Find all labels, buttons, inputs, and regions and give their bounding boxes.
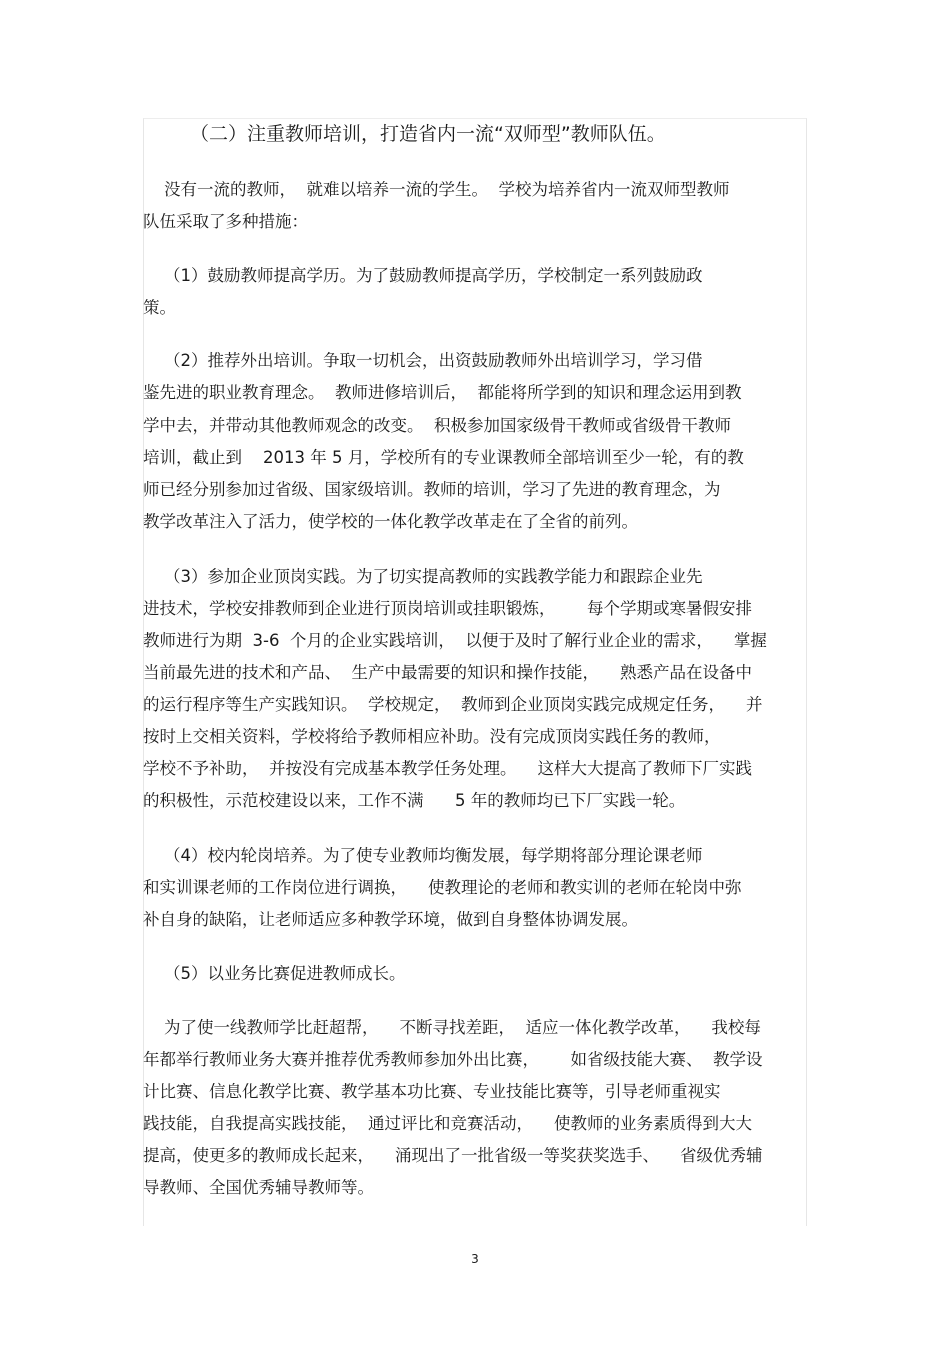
paragraph-item-3-line: 进技术，学校安排教师到企业进行顶岗培训或挂职锻炼， 每个学期或寒暑假安排 (143, 599, 752, 618)
paragraph-item-3-line: 按时上交相关资料，学校将给予教师相应补助。没有完成顶岗实践任务的教师， (143, 727, 721, 746)
paragraph-intro-line: 队伍采取了多种措施： (143, 212, 308, 231)
paragraph-item-3-line: （3）参加企业顶岗实践。为了切实提高教师的实践教学能力和跟踪企业先 (143, 567, 703, 586)
section-heading: （二）注重教师培训，打造省内一流“双师型”教师队伍。 (190, 123, 666, 145)
paragraph-item-3-line: 的运行程序等生产实践知识。 学校规定， 教师到企业顶岗实践完成规定任务， 并 (143, 695, 763, 714)
paragraph-intro-line: 没有一流的教师， 就难以培养一流的学生。 学校为培养省内一流双师型教师 (143, 180, 730, 199)
paragraph-item-4-line: 和实训课老师的工作岗位进行调换， 使教理论的老师和教实训的老师在轮岗中弥 (143, 878, 742, 897)
paragraph-closing-line: 为了使一线教师学比赶超帮， 不断寻找差距， 适应一体化教学改革， 我校每 (143, 1018, 761, 1037)
paragraph-item-3-line: 学校不予补助， 并按没有完成基本教学任务处理。 这样大大提高了教师下厂实践 (143, 759, 752, 778)
paragraph-closing-line: 践技能，自我提高实践技能， 通过评比和竞赛活动， 使教师的业务素质得到大大 (143, 1114, 752, 1133)
paragraph-closing-line: 导教师、全国优秀辅导教师等。 (143, 1178, 374, 1197)
paragraph-closing-line: 计比赛、信息化教学比赛、教学基本功比赛、专业技能比赛等，引导老师重视实 (143, 1082, 721, 1101)
paragraph-closing-line: 年都举行教师业务大赛并推荐优秀教师参加外出比赛， 如省级技能大赛、 教学设 (143, 1050, 763, 1069)
paragraph-item-1-line: （1）鼓励教师提高学历。为了鼓励教师提高学历，学校制定一系列鼓励政 (143, 266, 703, 285)
paragraph-closing-line: 提高，使更多的教师成长起来， 涌现出了一批省级一等奖获奖选手、 省级优秀辅 (143, 1146, 763, 1165)
page-number: 3 (471, 1252, 479, 1266)
paragraph-item-4-line: 补自身的缺陷，让老师适应多种教学环境，做到自身整体协调发展。 (143, 910, 638, 929)
paragraph-item-2-line: 学中去，并带动其他教师观念的改变。 积极参加国家级骨干教师或省级骨干教师 (143, 416, 731, 435)
paragraph-item-2-line: 师已经分别参加过省级、国家级培训。教师的培训，学习了先进的教育理念，为 (143, 480, 721, 499)
paragraph-item-2-line: （2）推荐外出培训。争取一切机会，出资鼓励教师外出培训学习，学习借 (143, 351, 703, 370)
paragraph-item-2-line: 培训，截止到 2013 年 5 月，学校所有的专业课教师全部培训至少一轮，有的教 (143, 448, 744, 467)
paragraph-item-4-line: （4）校内轮岗培养。为了使专业教师均衡发展，每学期将部分理论课老师 (143, 846, 703, 865)
paragraph-item-2-line: 鉴先进的职业教育理念。 教师进修培训后， 都能将所学到的知识和理念运用到教 (143, 383, 742, 402)
paragraph-item-3-line: 教师进行为期 3-6 个月的企业实践培训， 以便于及时了解行业企业的需求， 掌握 (143, 631, 767, 650)
paragraph-item-1-line: 策。 (143, 298, 176, 317)
paragraph-item-3-line: 当前最先进的技术和产品、 生产中最需要的知识和操作技能， 熟悉产品在设备中 (143, 663, 752, 682)
paragraph-item-2-line: 教学改革注入了活力，使学校的一体化教学改革走在了全省的前列。 (143, 512, 638, 531)
paragraph-item-5-line: （5）以业务比赛促进教师成长。 (143, 964, 406, 983)
paragraph-item-3-line: 的积极性，示范校建设以来，工作不满 5 年的教师均已下厂实践一轮。 (143, 791, 686, 810)
